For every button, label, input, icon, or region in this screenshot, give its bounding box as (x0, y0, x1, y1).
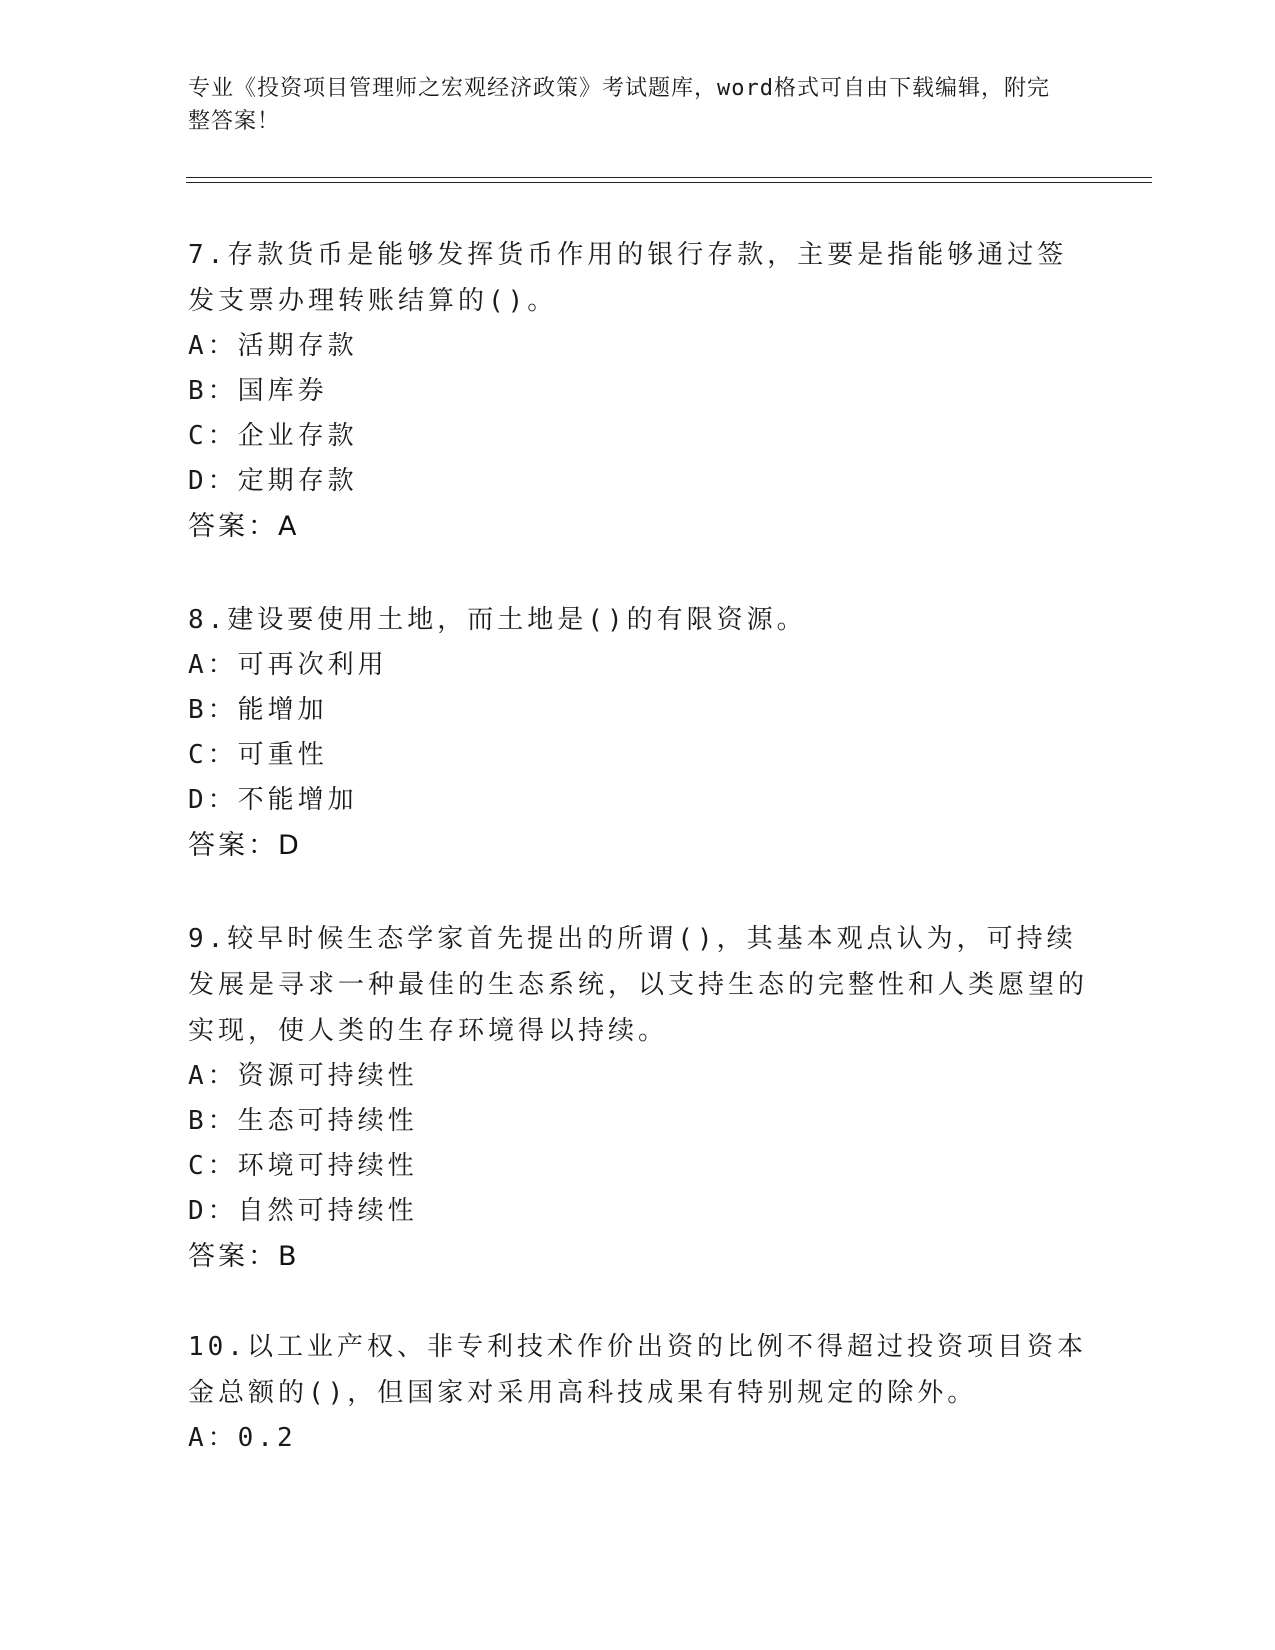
question-stem: 9.较早时候生态学家首先提出的所谓()，其基本观点认为，可持续发展是寻求一种最佳的生态系统，以支持生态的完整性和人类愿望的实现，使人类的生存环境得以持续。 (188, 924, 1089, 1046)
option-d: D：不能增加 (188, 785, 358, 815)
header-divider-top (186, 177, 1152, 178)
answer-line: 答案：B (188, 1241, 300, 1272)
option-d: D：自然可持续性 (188, 1196, 418, 1226)
answer-line: 答案：D (188, 830, 302, 861)
option-c: C：可重性 (188, 740, 328, 770)
document-header: 专业《投资项目管理师之宏观经济政策》考试题库，word格式可自由下载编辑，附完整答案！ (188, 76, 1050, 134)
question-stem: 8.建设要使用土地，而土地是()的有限资源。 (188, 605, 807, 635)
option-d: D：定期存款 (188, 466, 358, 496)
header-divider-bottom (186, 182, 1152, 183)
option-b: B：能增加 (188, 695, 328, 725)
question-stem: 10.以工业产权、非专利技术作价出资的比例不得超过投资项目资本金总额的()，但国家对采用高科技成果有特别规定的除外。 (188, 1332, 1087, 1408)
option-a: A：0.2 (188, 1423, 297, 1453)
question-10 (188, 1324, 1088, 1461)
answer-line: 答案：A (188, 511, 300, 542)
option-c: C：环境可持续性 (188, 1151, 418, 1181)
question-stem: 7.存款货币是能够发挥货币作用的银行存款，主要是指能够通过签发支票办理转账结算的()。 (188, 240, 1068, 316)
option-c: C：企业存款 (188, 421, 358, 451)
option-b: B：国库券 (188, 376, 328, 406)
question-7 (188, 232, 1088, 550)
option-a: A：资源可持续性 (188, 1061, 418, 1091)
question-9 (188, 916, 1088, 1280)
option-a: A：活期存款 (188, 331, 358, 361)
question-8 (188, 597, 1088, 869)
option-a: A：可再次利用 (188, 650, 388, 680)
option-b: B：生态可持续性 (188, 1106, 418, 1136)
